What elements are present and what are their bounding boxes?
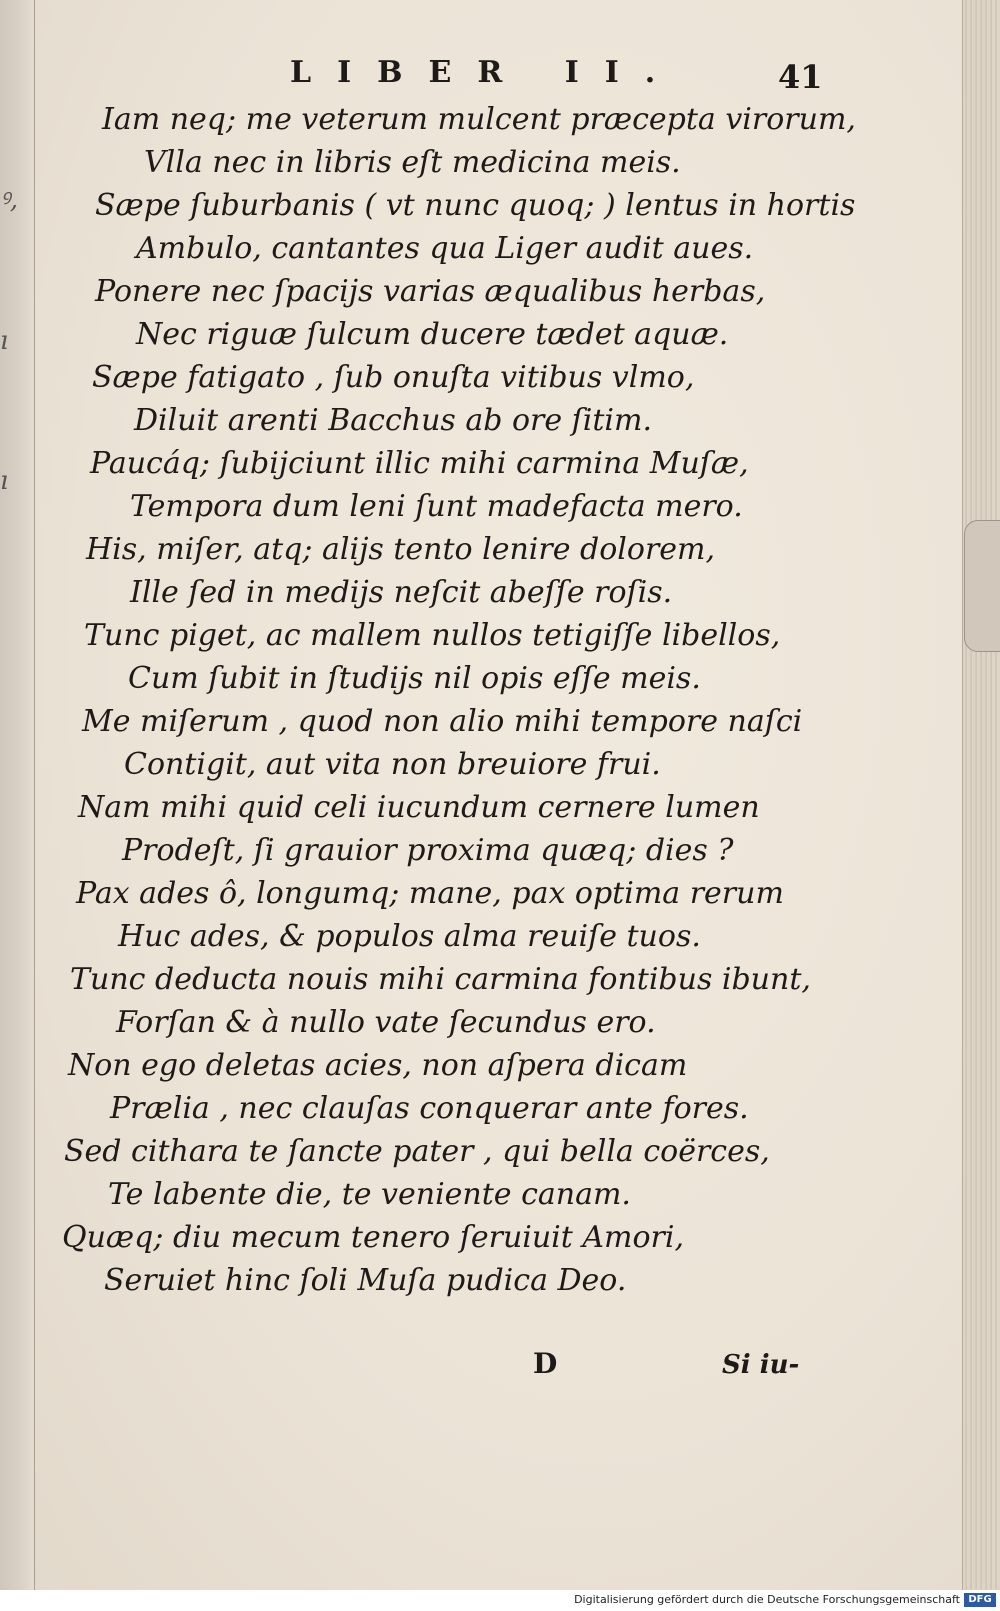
verse-line: Sed cithara te ſancte pater , qui bella coërces,	[64, 1134, 770, 1169]
page-number: 41	[778, 58, 823, 96]
verse-line: Tempora dum leni ſunt madefacta mero.	[130, 489, 743, 524]
page-edges	[962, 0, 1000, 1590]
verse-line: Huc ades, & populos alma reuiſe tuos.	[118, 919, 701, 954]
verse-line: Sæpe fatigato , ſub onuſta vitibus vlmo,	[92, 360, 695, 395]
verse-line: Nam mihi quid celi iucundum cernere lumen	[78, 790, 760, 825]
verse-line: Pax ades ô, longumq; mane, pax optima rerum	[76, 876, 784, 911]
verse-line: Ambulo, cantantes qua Liger audit aues.	[136, 231, 754, 266]
verse-line: Me miſerum , quod non alio mihi tempore naſci	[82, 704, 803, 739]
verse-line: Contigit, aut vita non breuiore frui.	[124, 747, 661, 782]
verse-line: Ille ſed in medijs neſcit abeſſe roſis.	[130, 575, 673, 610]
verse-line: Tunc deducta nouis mihi carmina fontibus ibunt,	[70, 962, 811, 997]
verse-line: Quæq; diu mecum tenero ſeruiuit Amori,	[62, 1220, 685, 1255]
page-clasp	[964, 520, 1000, 652]
adjacent-page-fragments: ꝰ, ı ı	[0, 185, 19, 496]
dfg-logo: DFG	[964, 1593, 996, 1607]
verse-line: Nec riguæ ſulcum ducere tædet aquæ.	[136, 317, 729, 352]
verse-line: Te labente die, te veniente canam.	[108, 1177, 631, 1212]
verse-line: Prælia , nec clauſas conquerar ante fores.	[110, 1091, 749, 1126]
signature-mark: D	[533, 1347, 558, 1380]
verse-line: Tunc piget, ac mallem nullos tetigiſſe libellos,	[84, 618, 781, 653]
catchword: Si iu-	[722, 1350, 800, 1380]
verse-line: Iam neq; me veterum mulcent præcepta virorum,	[102, 102, 856, 137]
verse-line: Prodeſt, ſi grauior proxima quæq; dies ?	[122, 833, 734, 868]
verse-line: Ponere nec ſpacijs varias æqualibus herbas,	[95, 274, 766, 309]
verse-line: Non ego deletas acies, non aſpera dicam	[68, 1048, 688, 1083]
binding-edge	[0, 0, 35, 1590]
verse-line: Vlla nec in libris eſt medicina meis.	[144, 145, 681, 180]
funding-credit: Digitalisierung gefördert durch die Deutsche Forschungsgemeinschaft	[574, 1593, 960, 1606]
verse-line: Seruiet hinc ſoli Muſa pudica Deo.	[104, 1263, 627, 1298]
running-head: LIBER II.	[290, 55, 682, 90]
verse-line: Cum ſubit in ſtudijs nil opis eſſe meis.	[128, 661, 701, 696]
verse-line: Forſan & à nullo vate ſecundus ero.	[116, 1005, 656, 1040]
verse-line: Sæpe ſuburbanis ( vt nunc quoq; ) lentus in hortis	[95, 188, 856, 223]
verse-line: Paucáq; ſubijciunt illic mihi carmina Muſæ,	[90, 446, 749, 481]
digitization-footer	[0, 1590, 1000, 1611]
verse-line: Diluit arenti Bacchus ab ore ſitim.	[134, 403, 652, 438]
verse-line: His, miſer, atq; alijs tento lenire dolorem,	[86, 532, 716, 567]
